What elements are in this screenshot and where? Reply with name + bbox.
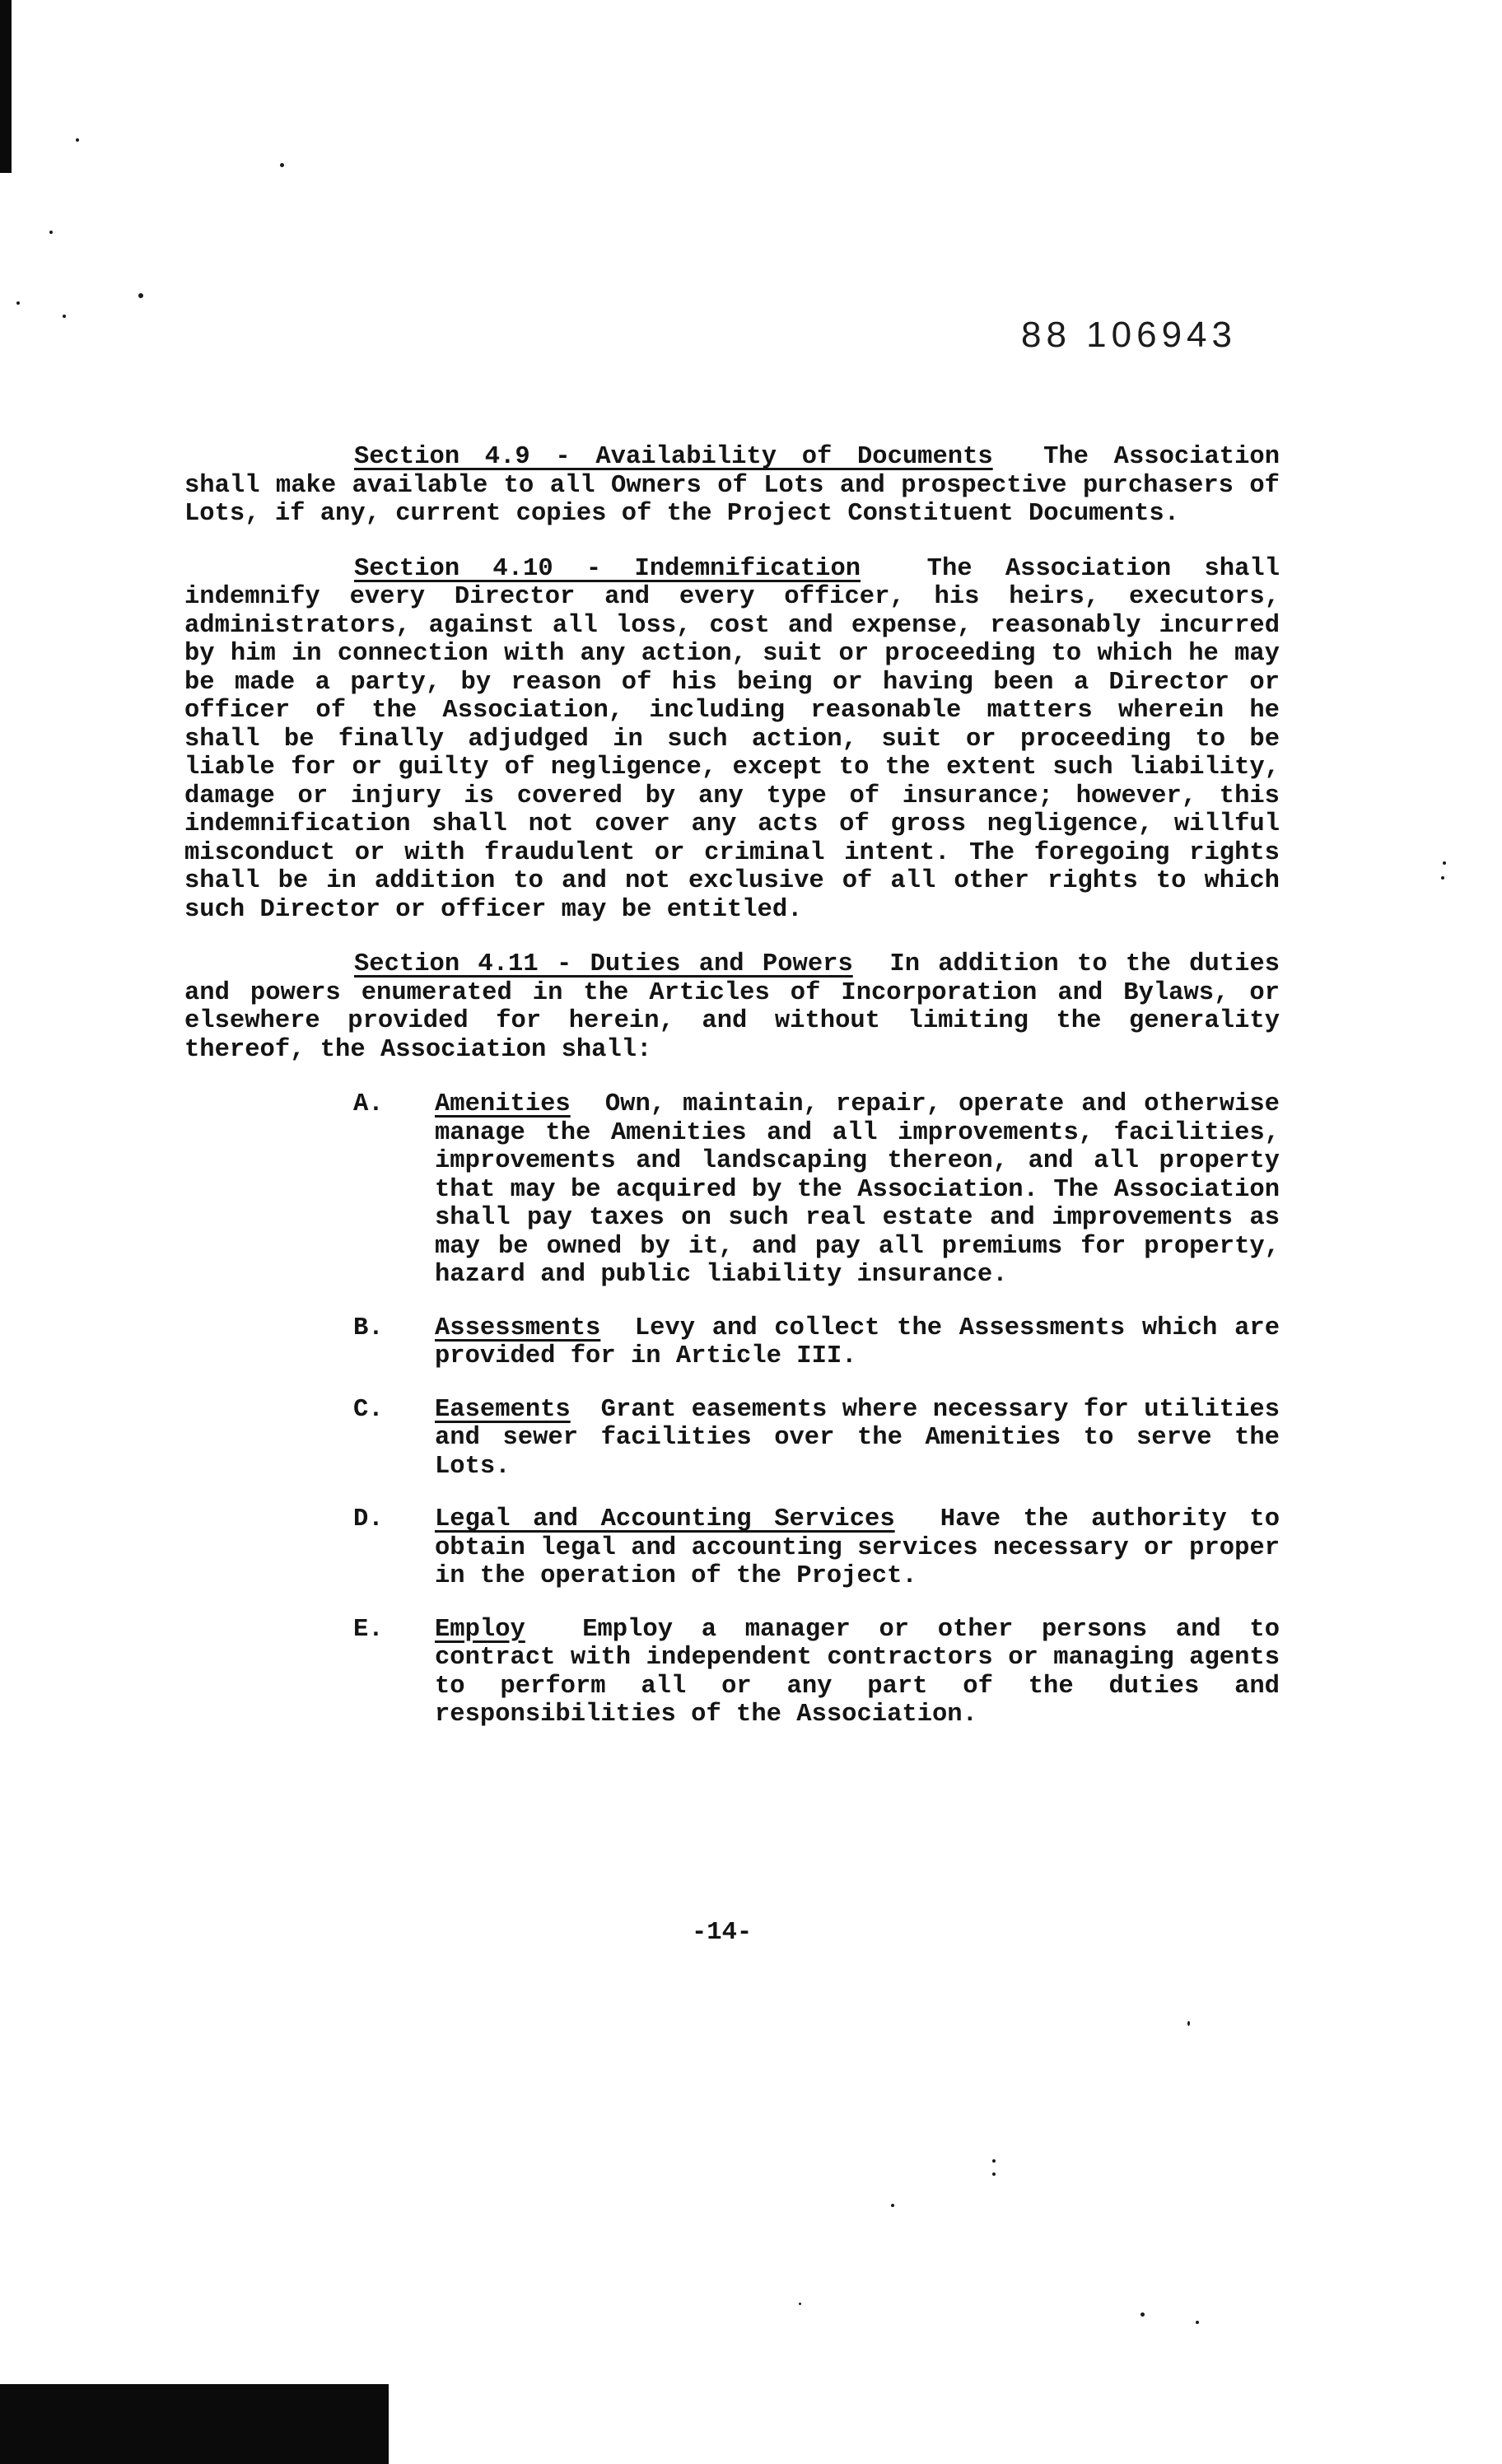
speck (799, 2303, 801, 2305)
list-item-text: Levy and collect the Assessments which are provided for in Article III. (435, 1314, 1280, 1370)
list-item-letter: C. (353, 1395, 384, 1424)
section-paragraph (184, 555, 1280, 925)
section-text: The Association shall indemnify every Director and every officer, his heirs, executors, administrators, against all loss, cost and expense, reasonably incurred by him in connection with any action, suit or proceeding to which he may be made a party, by reason of his being or having been a Director or officer of the Association, including reasonable matters wherein he shall be finally adjudged in such action, suit or proceeding to be liable for or guilty of negligence, except to the extent such liability, damage or injury is covered by any type of insurance; however, this indemnification shall not cover any acts of gross negligence, willful misconduct or with fraudulent or criminal intent. The foregoing rights shall be in addition to and not exclusive of all other rights to which such Director or officer may be entitled. (184, 554, 1280, 924)
speck (1187, 2021, 1190, 2026)
list-item-heading: Employ (435, 1615, 525, 1644)
list-item-heading: Assessments (435, 1314, 601, 1342)
section-heading: Section 4.9 - Availability of Documents (354, 443, 993, 471)
list-item-text: Employ a manager or other persons and to contract with independent contractors or managing agents to perform all or any part of the duties and responsibilities of the Association. (435, 1615, 1280, 1729)
speck (1140, 2312, 1145, 2317)
section-text: In addition to the duties and powers enumerated in the Articles of Incorporation and Bylaws, or elsewhere provided for herein, and without limiting the generality thereof, the Association shall: (184, 950, 1280, 1064)
list-item (184, 1314, 1280, 1371)
list-item-text: Have the authority to obtain legal and accounting services necessary or proper in the operation of the Project. (435, 1505, 1280, 1590)
section-heading: Section 4.11 - Duties and Powers (354, 950, 853, 978)
section-text: The Association shall make available to all Owners of Lots and prospective purchasers of Lots, if any, current copies of the Project Constituent Documents. (184, 443, 1280, 528)
speck (1443, 861, 1446, 865)
list-item-heading: Amenities (435, 1090, 571, 1118)
speck (138, 293, 143, 298)
speck (992, 2159, 996, 2163)
scan-edge-left (0, 0, 12, 173)
list-item-heading: Legal and Accounting Services (435, 1505, 895, 1533)
section-paragraph (184, 950, 1280, 1064)
list-item-letter: B. (353, 1314, 384, 1342)
section-heading: Section 4.10 - Indemnification (354, 554, 861, 583)
speck (1441, 876, 1444, 880)
list-item-letter: E. (353, 1615, 384, 1644)
speck (1196, 2321, 1199, 2324)
speck (76, 138, 79, 142)
list-item-heading: Easements (435, 1395, 571, 1424)
speck (992, 2172, 996, 2176)
section-paragraph (184, 443, 1280, 529)
list-item (184, 1396, 1280, 1482)
page-number: -14- (692, 1919, 753, 1947)
speck (63, 315, 66, 318)
list-item-letter: D. (353, 1505, 384, 1533)
list-item-text: Grant easements where necessary for utilities and sewer facilities over the Amenities to serve the Lots. (435, 1395, 1280, 1481)
list-item (184, 1616, 1280, 1729)
speck (891, 2204, 894, 2207)
speck (16, 301, 20, 305)
speck (49, 231, 53, 234)
document-number: 88 106943 (1021, 315, 1237, 355)
speck (280, 163, 284, 167)
scan-edge-bottom (0, 2384, 389, 2464)
list-item (184, 1505, 1280, 1591)
list-item-letter: A. (353, 1090, 384, 1118)
list-item (184, 1090, 1280, 1290)
list-item-text: Own, maintain, repair, operate and otherwise manage the Amenities and all improvements, facilities, improvements and landscaping thereon, and all property that may be acquired by the Association. The Association shall pay taxes on such real estate and improvements as may be owned by it, and pay all premiums for property, hazard and public liability insurance. (435, 1090, 1280, 1289)
document-body (184, 443, 1280, 1729)
